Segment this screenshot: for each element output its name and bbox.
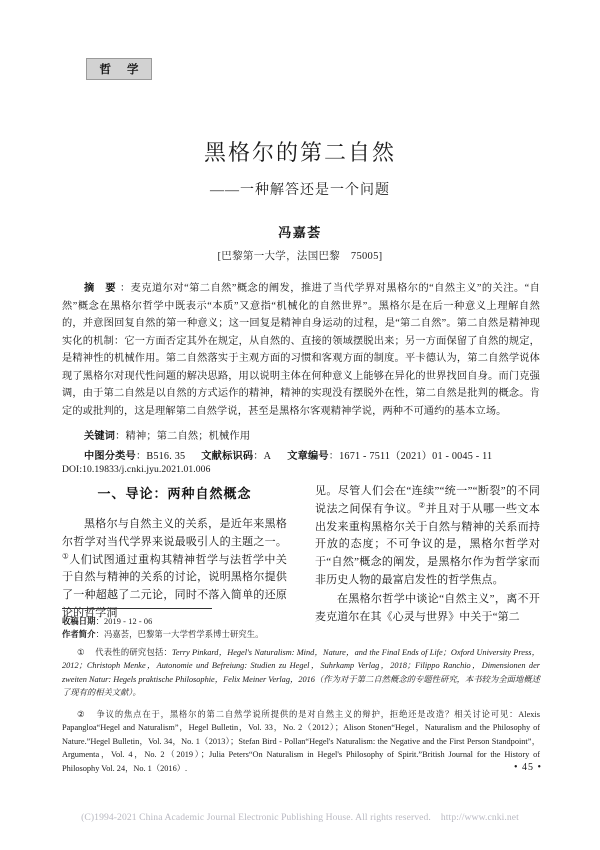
- metadata-block: [62, 280, 540, 475]
- footnote-divider: [62, 608, 212, 609]
- footnote-2-text: 争议的焦点在于，黑格尔的第二自然学说所提供的是对自然主义的辩护，拒绝还是改造？相关讨论可见：Alexis Papangloa“Hegel and Naturalism”，Hegel Bulletin，Vol. 33，No. 2（2012）；Alison Stonen“Hegel，Naturalism and the Philosophy of Nature.”Hegel Bulletin，Vol. 34，No. 1（2013）；Stefan Bird - Pollan“Hegel's Naturalism: the Negative and the First Person Standpoint”，Argumenta，Vol. 4，No. 2（2019）；Julia Peters“On Naturalism in Hegel's Philosophy of Spirit.”British Journal for the History of Philosophy Vol. 24，No. 1（2016）.: [62, 709, 540, 773]
- paragraph-text-cont: 并且对于从哪一些文本出发来重构黑格尔关于自然与精神的关系而持开放的态度；不可争议的是，黑格尔哲学对于“自然”概念的阐发，是黑格尔作为哲学家而非历史人物的最富启发性的哲学焦点。: [315, 502, 541, 587]
- copyright-bar: [0, 812, 600, 823]
- classification-line: [62, 447, 540, 462]
- footnote-1-lead: 代表性的研究包括：: [95, 647, 173, 657]
- keywords-label: 关键词: [84, 431, 116, 443]
- footnote-marker-1: ①: [77, 647, 87, 657]
- footnote-ref-1[interactable]: ①: [62, 550, 70, 560]
- footnotes-block: [62, 615, 540, 783]
- article-subtitle: ——一种解答还是一个问题: [210, 183, 390, 199]
- article-id-value: ：1671 - 7511（2021）01 - 0045 - 11: [328, 451, 493, 463]
- document-code-label: 文献标识码: [201, 451, 254, 463]
- page-title: 黑格尔的第二自然: [203, 140, 396, 165]
- abstract: [62, 280, 540, 420]
- paragraph: [315, 483, 540, 590]
- keywords: [62, 427, 540, 442]
- received-date-line: [62, 615, 540, 628]
- article-id-label: 文章编号: [287, 451, 329, 463]
- author-affiliation: [巴黎第一大学，法国巴黎 75005]: [217, 251, 383, 262]
- paragraph: 在黑格尔哲学中谈论“自然主义”，离不开麦克道尔在其《心灵与世界》中关于“第二: [315, 592, 540, 623]
- paragraph-text: 见。尽管人们会在“连续”“统一”“断裂”的不同说法之间保有争议。: [315, 485, 540, 515]
- paragraph-text-cont: 人们试图通过重构其精神哲学与法哲学中关于自然与精神的关系的讨论，说明黑格尔提供了一种超越了二元论，同时不落入简单的还原论的哲学洞: [62, 553, 288, 620]
- document-code-value: ：A: [253, 451, 272, 463]
- right-column: [315, 483, 541, 623]
- paragraph: [62, 516, 287, 623]
- author-name: 冯嘉荟: [278, 225, 322, 240]
- left-column: [62, 483, 288, 620]
- clc-label: 中图分类号: [84, 451, 136, 463]
- paragraph-text: 黑格尔与自然主义的关系，是近年来黑格尔哲学对当代学界来说最吸引人的主题之一。: [62, 518, 287, 548]
- author-block: [0, 222, 600, 263]
- author-bio-label: 作者简介: [62, 630, 96, 640]
- keywords-text: ：精神；第二自然；机械作用: [115, 431, 251, 443]
- abstract-text: ：麦克道尔对“第二自然”概念的阐发，推进了当代学界对黑格尔的“自然主义”的关注。“自然”概念在黑格尔哲学中既表示“本质”又意指“机械化的自然世界”。黑格尔是在后一种意义上理解自然的，并意图回复自然的第一种意义；这一回复是精神自身运动的过程，是“第二自然”。第二自然是精神现实化的机制：它一方面否定其外在规定，从自然的、直接的领域摆脱出来；另一方面保留了自然的规定，是精神性的机械作用。第二自然落实于主观方面的习惯和客观方面的制度。平卡德认为，第二自然学说体现了黑格尔对现代性问题的解决思路，用以说明主体在何种意义上能够在异化的世界找回自身。而门克强调，由于第二自然是以自然的方式运作的精神，精神的实现没有摆脱外在性，第二自然是批判的概念。肯定的或批判的，这是理解第二自然学说，甚至是黑格尔客观精神学说，两种不可通约的基本立场。: [62, 283, 541, 417]
- footnote-marker-2: ②: [77, 709, 88, 719]
- author-bio-line: [62, 628, 540, 641]
- category-banner: 哲 学: [86, 58, 152, 80]
- clc-value: ：B516. 35: [135, 451, 186, 463]
- section-heading-introduction: 一、导论：两种自然概念: [97, 486, 252, 501]
- abstract-label: 摘 要: [84, 283, 120, 294]
- footnote-item-1: [62, 646, 540, 700]
- copyright-text: (C)1994-2021 China Academic Journal Electronic Publishing House. All rights reserved.: [81, 812, 431, 823]
- footnote-ref-2[interactable]: ②: [418, 500, 426, 510]
- received-date-value: ：2019 - 12 - 06: [95, 617, 153, 626]
- doi-line: DOI:10.19833/j.cnki.jyu.2021.01.006: [62, 464, 211, 476]
- copyright-url[interactable]: http://www.cnki.net: [440, 812, 519, 823]
- author-bio-value: ：冯嘉荟，巴黎第一大学哲学系博士研究生。: [95, 630, 264, 640]
- footnote-1-references: Terry Pinkard，Hegel's Naturalism: Mind，Nature，and the Final Ends of Life；Oxford University Press，2012；Christoph Menke，Autonomie und Befreiung: Studien zu Hegel，Suhrkamp Verlag，2018；Filippo Ranchio，Dimensionen der zweiten Natur: Hegels praktische Philosophie，Felix Meiner Verlag，2016（作为对于第二自然概念的专题性研究，本书较为全面地概述了现有的相关文献）。: [62, 647, 540, 698]
- received-date-label: 收稿日期: [62, 617, 96, 626]
- title-block: [0, 140, 600, 199]
- page-number: • 45 •: [513, 762, 542, 773]
